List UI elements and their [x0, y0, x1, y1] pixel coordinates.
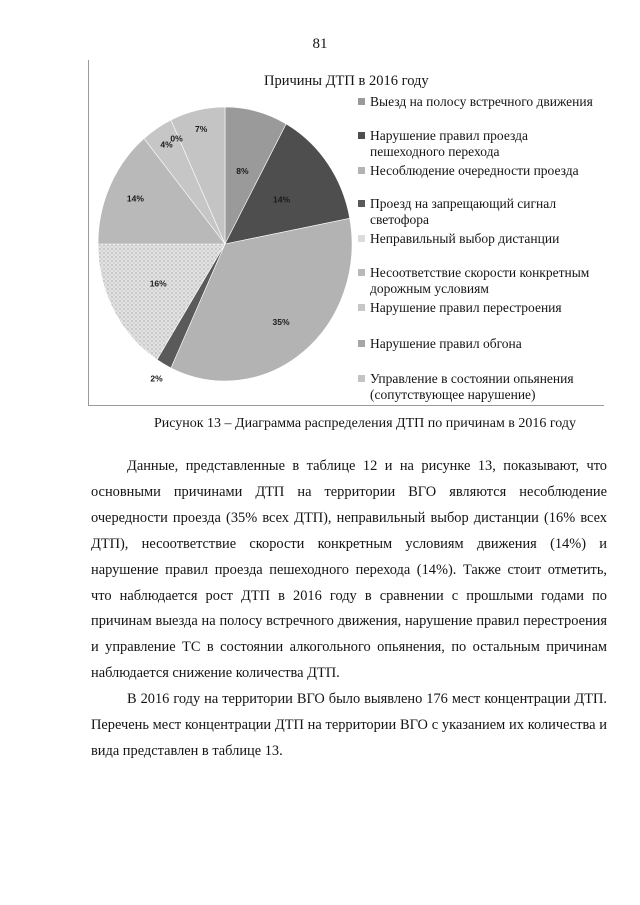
legend-swatch — [358, 132, 365, 139]
chart-title: Причины ДТП в 2016 году — [264, 73, 429, 89]
legend-item — [358, 196, 603, 228]
pie-slice-label: 4% — [160, 139, 173, 150]
legend-swatch — [358, 340, 365, 347]
legend-label: Управление в состоянии опьянения (сопутствующее нарушение) — [370, 371, 574, 402]
legend-item — [358, 163, 603, 179]
pie-slice-label: 14% — [126, 193, 144, 204]
legend-label: Нарушение правил обгона — [370, 336, 522, 351]
legend-item — [358, 336, 603, 352]
legend-label: Нарушение правил перестроения — [370, 300, 562, 315]
pie-slice-label: 16% — [149, 278, 167, 289]
paragraph: В 2016 году на территории ВГО было выявлено 176 мест концентрации ДТП. Перечень мест концентрации ДТП на территории ВГО с указанием их количества и вида представлен в таблице 13. — [91, 691, 607, 759]
legend-item — [358, 300, 603, 316]
pie-slice-label: 0% — [170, 133, 183, 144]
legend-swatch — [358, 200, 365, 207]
legend-swatch — [358, 304, 365, 311]
legend-item — [358, 94, 603, 110]
legend-swatch — [358, 269, 365, 276]
paragraph: Данные, представленные в таблице 12 и на рисунке 13, показывают, что основными причинами ДТП на территории ВГО являются несоблюдение очередности проезда (35% всех ДТП), неправильный выбор дистанции (16% всех ДТП), несоответствие скорости конкретным условиям движения (14%) и нарушение правил проезда пешеходного перехода (14%). Также стоит отметить, что наблюдается рост ДТП в 2016 году в сравнении с прошлыми годами по причинам выезда на полосу встречного движения, нарушение правил перестроения и управление ТС в состоянии алкогольного опьянения, по остальным причинам наблюдается снижение количества ДТП. — [91, 458, 607, 682]
legend-label: Проезд на запрещающий сигнал светофора — [370, 196, 557, 227]
legend-item — [358, 231, 603, 247]
legend-label: Несоответствие скорости конкретным дорожным условиям — [370, 265, 590, 296]
pie-slice-label: 2% — [150, 373, 163, 384]
legend-swatch — [358, 98, 365, 105]
legend-swatch — [358, 167, 365, 174]
pie-slice-label: 7% — [195, 124, 208, 134]
legend-item — [358, 128, 603, 160]
page-number: 81 — [312, 36, 328, 52]
pie-slice-label: 14% — [272, 194, 291, 205]
legend-label: Нарушение правил проезда пешеходного перехода — [370, 128, 528, 159]
legend-label: Неправильный выбор дистанции — [370, 231, 560, 246]
pie-chart — [95, 104, 355, 384]
legend-item — [358, 371, 603, 403]
legend-swatch — [358, 375, 365, 382]
legend-swatch — [358, 235, 365, 242]
legend-item — [358, 265, 603, 297]
figure-caption: Рисунок 13 – Диаграмма распределения ДТП по причинам в 2016 году — [153, 416, 577, 431]
pie-slice-label: 8% — [236, 166, 249, 176]
body-text — [91, 454, 607, 765]
pie-slice-label: 35% — [272, 316, 290, 327]
legend-label: Несоблюдение очередности проезда — [370, 163, 579, 178]
legend-label: Выезд на полосу встречного движения — [370, 94, 593, 109]
